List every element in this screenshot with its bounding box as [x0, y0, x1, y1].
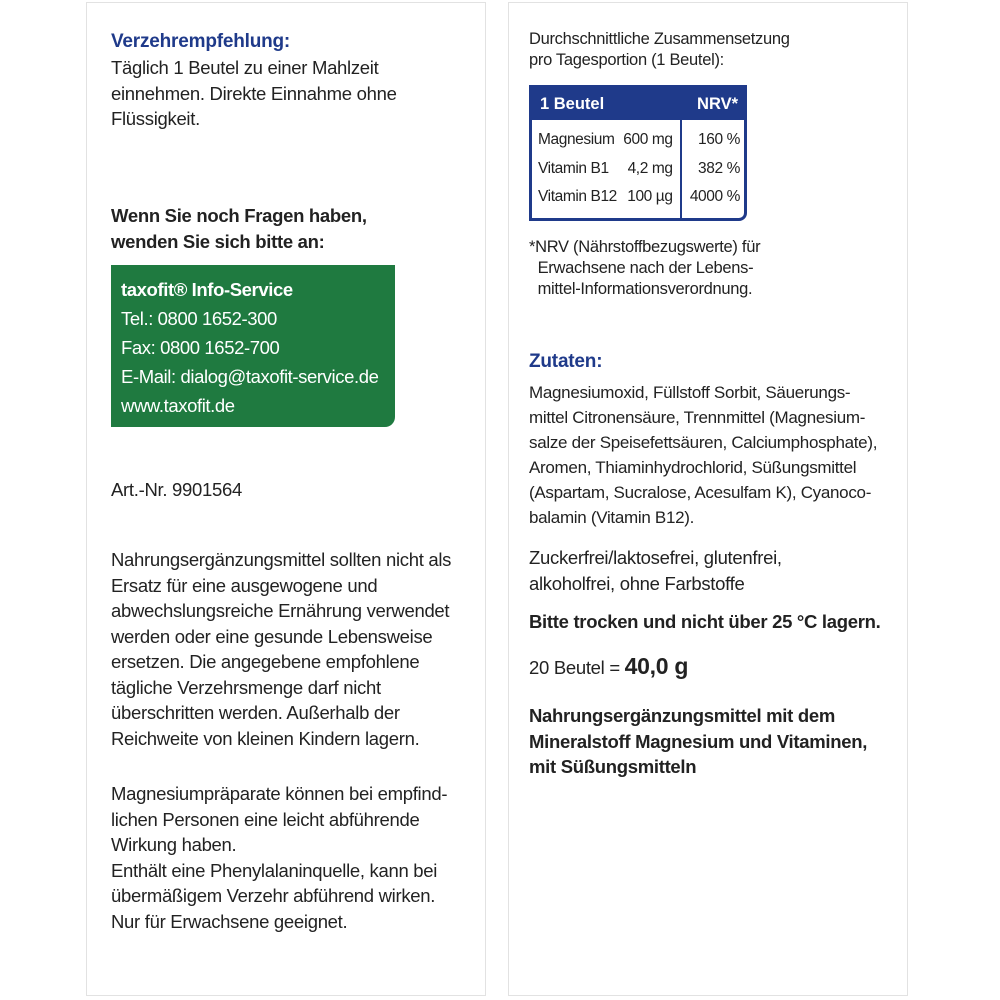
weight-value: 40,0 g [624, 653, 689, 679]
ingredients-heading: Zutaten: [529, 351, 603, 372]
composition-intro: Durchschnittliche Zusammensetzung pro Tagesportion (1 Beutel): [529, 30, 790, 69]
header-nrv: NRV* [697, 94, 738, 113]
header-serving: 1 Beutel [540, 94, 605, 113]
info-service-box [111, 265, 395, 427]
table-row [532, 155, 744, 184]
service-website: www.taxofit.de [121, 395, 235, 416]
nutrition-table-header [532, 88, 744, 120]
nutrient-name: Vitamin B12 [538, 188, 617, 206]
table-row [532, 183, 744, 212]
net-weight [529, 653, 688, 680]
nutrition-table [529, 85, 747, 221]
nutrition-table-body [532, 120, 744, 218]
nutrient-amount: 100 µg [627, 188, 673, 206]
nutrient-amount: 600 mg [623, 131, 673, 149]
intake-text: Täglich 1 Beutel zu einer Mahlzeit einnehmen. Direkte Einnahme ohne Flüssigkeit. [111, 57, 397, 129]
nutrient-nrv: 4000 % [689, 188, 740, 206]
questions-text: Wenn Sie noch Fragen haben, wenden Sie sich bitte an: [111, 205, 367, 252]
right-label-panel [508, 2, 908, 996]
service-title: taxofit® Info-Service [121, 279, 293, 300]
product-description: Nahrungsergänzungsmittel mit dem Mineralstoff Magnesium und Vitaminen, mit Süßungsmitteln [529, 705, 868, 777]
ingredients-text: Magnesiumoxid, Füllstoff Sorbit, Säuerungs- mittel Citronensäure, Trennmittel (Magnesium- salze der Speisefettsäuren, Calciumphosphate), Aromen, Thiaminhydrochlorid, Süßungsmittel (Aspartam, Sucralose, Acesulfam K), Cyanoco- balamin (Vitamin B12). [529, 383, 878, 527]
weight-prefix: 20 Beutel = [529, 657, 625, 678]
service-email: E-Mail: dialog@taxofit-service.de [121, 366, 379, 387]
left-label-panel [86, 2, 486, 996]
nutrient-amount: 4,2 mg [627, 159, 673, 177]
service-phone: Tel.: 0800 1652-300 [121, 308, 277, 329]
article-number: Art.-Nr. 9901564 [111, 479, 242, 500]
nutrient-nrv: 160 % [698, 131, 740, 149]
intake-heading: Verzehrempfehlung: [111, 31, 291, 52]
supplement-warning: Nahrungsergänzungsmittel sollten nicht als Ersatz für eine ausgewogene und abwechslungsreiche Ernährung verwendet werden oder eine gesunde Lebensweise ersetzen. Die angegebene empfohlene tägliche Verzehrsmenge darf nicht überschritten werden. Außerhalb der Reichweite von kleinen Kindern lagern. [111, 549, 452, 749]
free-from-text: Zuckerfrei/laktosefrei, glutenfrei, alkoholfrei, ohne Farbstoffe [529, 547, 782, 594]
table-row [532, 126, 744, 155]
nutrient-name: Magnesium [538, 131, 615, 149]
magnesium-warning: Magnesiumpräparate können bei empfind- lichen Personen eine leicht abführende Wirkung haben. Enthält eine Phenylalaninquelle, kann bei übermäßigem Verzehr abführend wirken. Nur für Erwachsene geeignet. [111, 783, 448, 932]
storage-text: Bitte trocken und nicht über 25 °C lagern. [529, 611, 881, 632]
service-fax: Fax: 0800 1652-700 [121, 337, 280, 358]
table-divider [680, 120, 682, 218]
nutrient-name: Vitamin B1 [538, 159, 609, 177]
nutrient-nrv: 382 % [698, 159, 740, 177]
nrv-footnote: *NRV (Nährstoffbezugswerte) für Erwachsene nach der Lebens- mittel-Informationsverordnung. [529, 238, 761, 298]
